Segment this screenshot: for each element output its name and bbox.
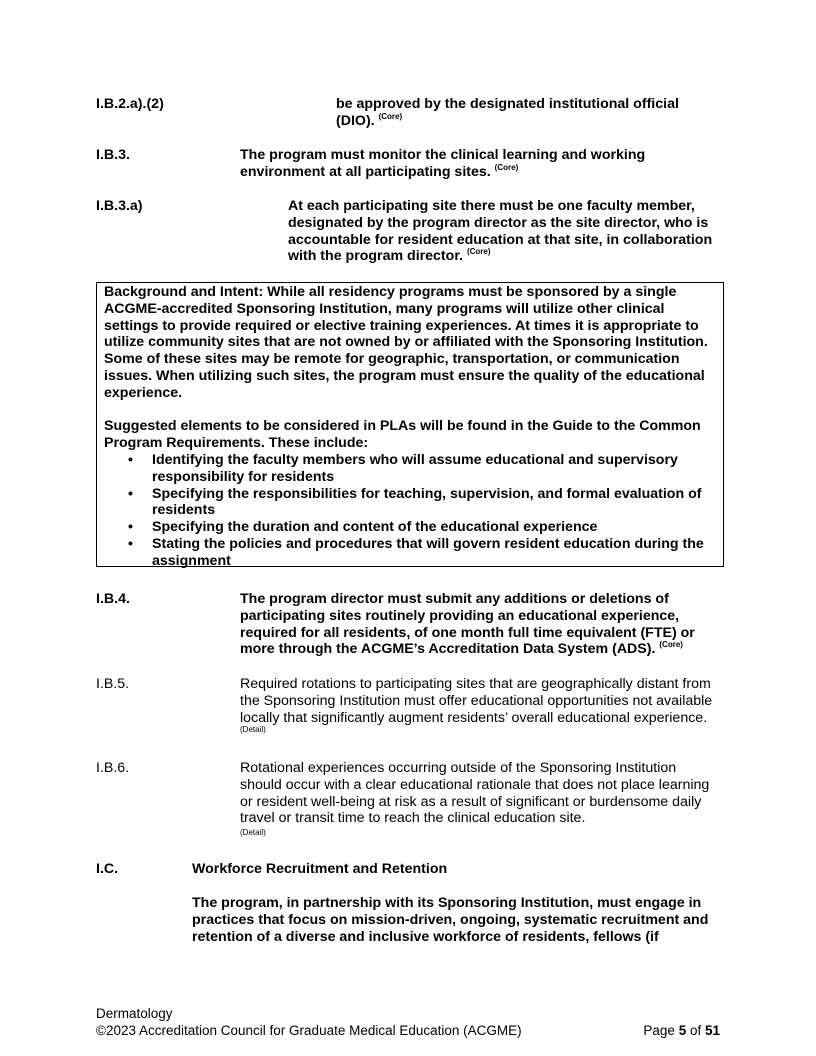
- section-heading: Workforce Recruitment and Retention: [192, 861, 448, 877]
- requirement-text: be approved by the designated institutional official (DIO). $^{(Core)}$: [336, 96, 679, 129]
- bullet-icon: •: [128, 519, 133, 536]
- detail-tag: (Detail): [240, 828, 266, 838]
- requirement-number: I.B.3.a): [96, 198, 143, 214]
- suggested-elements-paragraph: Suggested elements to be considered in PLAs will be found in the Guide to the Common Program Requirements. These include:: [104, 418, 701, 452]
- bullet-icon: •: [128, 485, 133, 502]
- list-item: • Stating the policies and procedures that will govern resident education during the assignment: [128, 535, 704, 569]
- core-tag: (Core): [659, 640, 683, 650]
- page-footer: [96, 1006, 720, 1039]
- core-tag: (Core): [494, 162, 519, 172]
- section-ic: [96, 861, 720, 951]
- section-text: The program, in partnership with its Sponsoring Institution, must engage in practices that focus on mission-driven, ongoing, systematic recruitment and retention of a diverse and inclusive workforce of residents, fellows (if: [192, 895, 709, 945]
- core-tag: (Core): [466, 247, 491, 257]
- requirement-number: I.B.3.: [96, 147, 130, 163]
- requirement-ib4: [96, 591, 720, 659]
- requirement-text: Required rotations to participating sites that are geographically distant from the Sponsoring Institution must offer educational opportunities not available locally that significantly augment residents’ overall educational experience. $^{(Detail)}$: [240, 676, 713, 735]
- core-tag: (Core): [378, 111, 403, 121]
- page-number: Page 5 of 51: [643, 1022, 720, 1038]
- footer-copyright: ©2023 Accreditation Council for Graduate Medical Education (ACGME): [96, 1022, 522, 1038]
- section-number: I.C.: [96, 861, 119, 877]
- requirement-text: The program director must submit any additions or deletions of participating sites routinely providing an educational experience, required for all residents, of one month full time equivalent (FTE) or more through the ACGME’s Accreditation Data System (ADS). $^{(Core)}$: [240, 591, 695, 658]
- detail-tag: (Detail): [240, 725, 266, 735]
- background-intent-box: [96, 282, 724, 567]
- background-paragraph: Background and Intent: While all residency programs must be sponsored by a single ACGME-accredited Sponsoring Institution, many programs will utilize other clinical settings to provide required or elective training experiences. At times it is appropriate to utilize community sites that are not owned by or affiliated with the Sponsoring Institution. Some of these sites may be remote for geographic, transportation, or communication issues. When utilizing such sites, the program must ensure the quality of the educational experience.: [104, 284, 708, 401]
- requirement-ib2a2: [96, 96, 720, 130]
- footer-specialty: Dermatology: [96, 1006, 173, 1021]
- requirement-ib5: [96, 676, 720, 744]
- requirement-number: I.B.4.: [96, 591, 130, 607]
- requirement-text: At each participating site there must be one faculty member, designated by the program director as the site director, who is accountable for resident education at that site, in collaboration with the program director. $^{(Core)}$: [288, 198, 713, 265]
- requirement-text: The program must monitor the clinical learning and working environment at all participating sites. $^{(Core)}$: [240, 147, 646, 180]
- requirement-text: Rotational experiences occurring outside of the Sponsoring Institution should occur with a clear educational rationale that does not place learning or resident well-being at risk as a result of significant or burdensome daily travel or transit time to reach the clinical education site. (Detail): [240, 760, 720, 838]
- requirement-number: I.B.6.: [96, 760, 130, 776]
- footer-row: [96, 1023, 720, 1040]
- suggested-elements-list: [104, 452, 718, 570]
- requirement-ib3a: [96, 198, 720, 266]
- requirement-number: I.B.2.a).(2): [96, 96, 164, 112]
- list-item: • Identifying the faculty members who will assume educational and supervisory responsibility for residents: [128, 451, 678, 485]
- list-item: • Specifying the duration and content of the educational experience: [128, 519, 598, 536]
- bullet-icon: •: [128, 535, 133, 552]
- bullet-icon: •: [128, 451, 133, 468]
- requirement-ib6: [96, 760, 720, 840]
- requirement-ib3: [96, 147, 720, 181]
- list-item: • Specifying the responsibilities for teaching, supervision, and formal evaluation of residents: [128, 485, 702, 519]
- requirement-number: I.B.5.: [96, 676, 130, 692]
